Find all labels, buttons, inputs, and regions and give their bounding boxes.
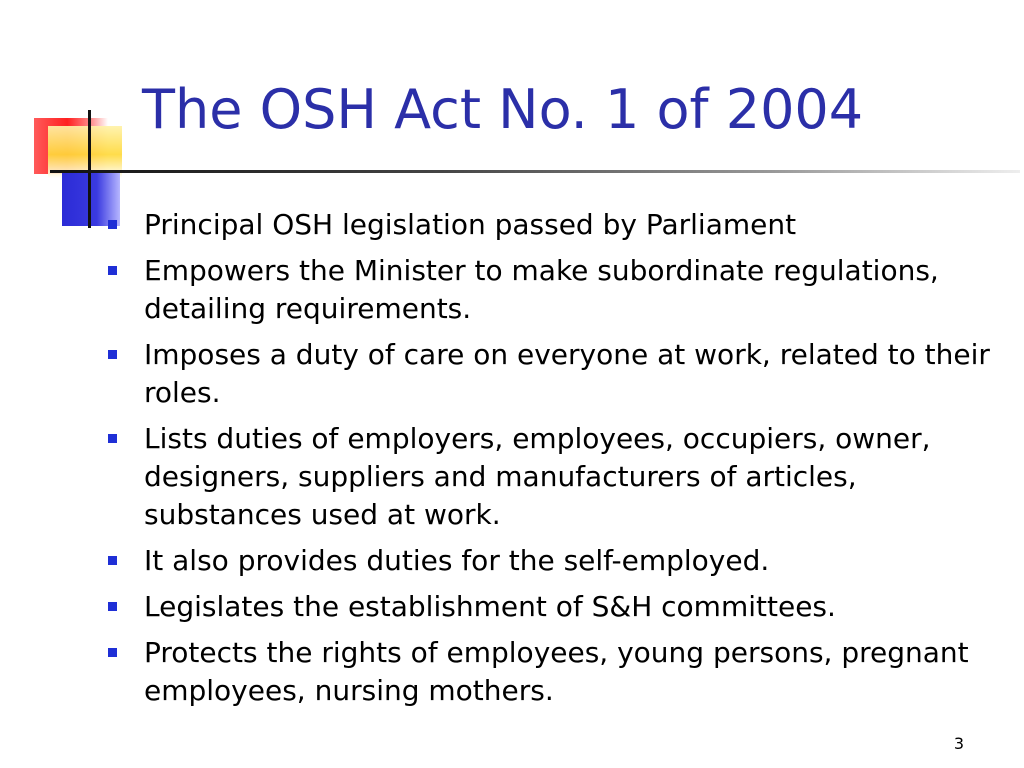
bullet-text: Imposes a duty of care on everyone at work, related to their roles. [144,338,990,409]
title-underline [50,170,1020,173]
square-bullet-icon [108,350,117,359]
bullet-text: Protects the rights of employees, young persons, pregnant employees, nursing mothers. [144,636,969,707]
bullet-item [108,634,1008,710]
square-bullet-icon [108,220,117,229]
square-bullet-icon [108,602,117,611]
bullet-text: Lists duties of employers, employees, occupiers, owner, designers, suppliers and manufacturers of articles, substances used at work. [144,422,931,531]
bullet-text: Principal OSH legislation passed by Parliament [144,208,797,241]
bullet-item [108,542,1008,580]
slide-title: The OSH Act No. 1 of 2004 [142,78,864,141]
square-bullet-icon [108,434,117,443]
bullet-text: It also provides duties for the self-employed. [144,544,770,577]
bullet-text: Empowers the Minister to make subordinate regulations, detailing requirements. [144,254,939,325]
bullet-list [108,206,1008,718]
square-bullet-icon [108,266,117,275]
bullet-item [108,420,1008,534]
decorative-vertical-line [88,110,91,228]
bullet-text: Legislates the establishment of S&H committees. [144,590,836,623]
bullet-item [108,206,1008,244]
square-bullet-icon [108,648,117,657]
bullet-item [108,252,1008,328]
bullet-item [108,588,1008,626]
page-number: 3 [953,734,964,753]
square-bullet-icon [108,556,117,565]
bullet-item [108,336,1008,412]
